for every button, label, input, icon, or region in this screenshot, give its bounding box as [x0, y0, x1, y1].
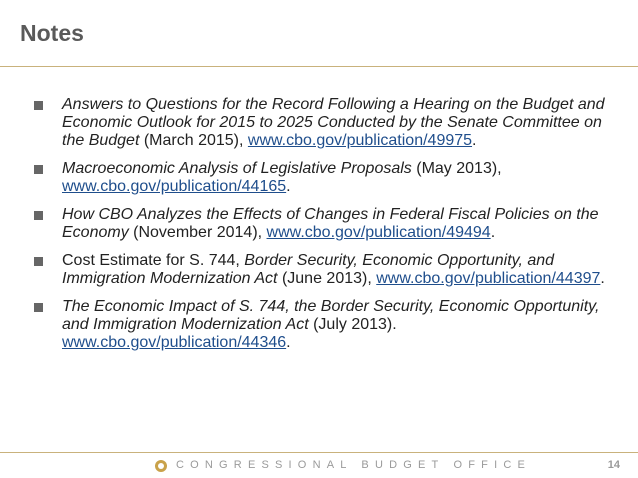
list-item [34, 298, 614, 352]
square-bullet-icon [34, 101, 43, 110]
footer [0, 458, 638, 476]
note-end: . [286, 334, 291, 351]
footer-org-name: CONGRESSIONAL BUDGET OFFICE [176, 459, 532, 471]
header-divider [0, 66, 638, 67]
note-detail: (May 2013), [411, 160, 502, 177]
square-bullet-icon [34, 303, 43, 312]
list-item [34, 206, 614, 242]
note-title: Macroeconomic Analysis of Legislative Proposals [62, 160, 412, 177]
note-link[interactable]: www.cbo.gov/publication/44397 [376, 270, 601, 287]
square-bullet-icon [34, 211, 43, 220]
footer-divider [0, 452, 638, 453]
note-title: Answers to Questions for the Record Following a Hearing on the Budget and Economic Outlook for 2015 to 2025 Conducted by the Senate Committee on the Budget [62, 96, 605, 149]
note-detail: (July 2013). [308, 316, 397, 333]
page-title: Notes [20, 20, 84, 46]
note-title: The Economic Impact of S. 744, the Border Security, Economic Opportunity, and Immigration Modernization Act [62, 298, 600, 333]
note-title: How CBO Analyzes the Effects of Changes in Federal Fiscal Policies on the Economy [62, 206, 599, 241]
note-detail: (June 2013), [277, 270, 377, 287]
note-link[interactable]: www.cbo.gov/publication/44346 [62, 334, 287, 351]
note-prefix: Cost Estimate for S. 744, [62, 252, 240, 269]
note-title: Border Security, Economic Opportunity, and Immigration Modernization Act [62, 252, 555, 287]
note-end: . [490, 224, 496, 241]
list-item [34, 252, 614, 288]
cbo-logo-icon [155, 460, 167, 472]
list-item [34, 96, 614, 150]
square-bullet-icon [34, 257, 43, 266]
note-end: . [286, 178, 291, 195]
notes-list [34, 96, 614, 362]
note-detail: (November 2014), [128, 224, 267, 241]
note-end: . [472, 132, 477, 149]
list-item [34, 160, 614, 196]
page-number: 14 [607, 459, 620, 471]
note-link[interactable]: www.cbo.gov/publication/44165 [62, 178, 287, 195]
note-link[interactable]: www.cbo.gov/publication/49975 [247, 132, 473, 149]
square-bullet-icon [34, 165, 43, 174]
note-detail: (March 2015), [139, 132, 248, 149]
note-link[interactable]: www.cbo.gov/publication/49494 [266, 224, 491, 241]
note-end: . [600, 270, 605, 287]
